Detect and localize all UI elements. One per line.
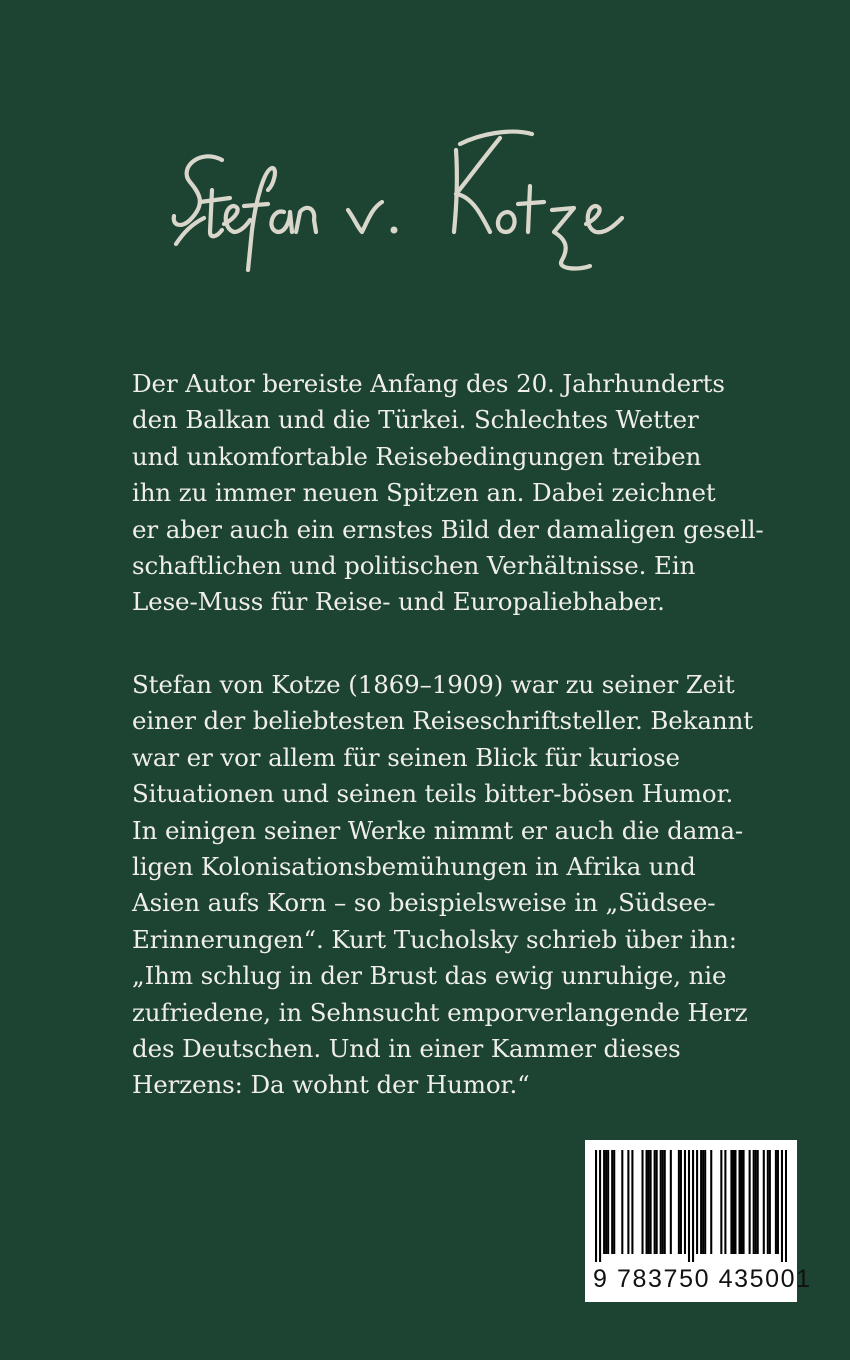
barcode-bar [730,1150,732,1254]
isbn-number: 9 783750 435001 [593,1265,812,1293]
barcode-bar [646,1150,648,1254]
barcode-bar [767,1150,769,1254]
barcode-bar [785,1150,787,1262]
description-line: Der Autor bereiste Anfang des 20. Jahrhunderts [132,369,725,398]
barcode-bar [670,1150,672,1254]
biography-line: ligen Kolonisationsbemühungen in Afrika und [132,852,696,882]
barcode-bar [738,1150,740,1254]
barcode-bar [627,1150,629,1254]
description-line: Lese-Muss für Reise- und Europaliebhaber. [132,587,665,617]
barcode-bar [753,1150,755,1254]
barcode-bar [631,1150,633,1254]
barcode-bar [607,1150,609,1254]
barcode-bar [611,1150,613,1254]
description-line: und unkomfortable Reisebedingungen treiben [132,441,702,471]
biography-line: zufriedene, in Sehnsucht emporverlangende Herz [132,997,748,1027]
barcode-bar [696,1150,698,1254]
biography-line: Herzens: Da wohnt der Humor.“ [132,1070,530,1100]
isbn-barcode [585,1140,812,1302]
biography-line: einer der beliebtesten Reiseschriftsteller. Bekannt [132,706,753,736]
barcode-bar [757,1150,759,1254]
description-line: ihn zu immer neuen Spitzen an. Dabei zeichnet [132,478,716,508]
barcode-bar [678,1150,680,1254]
barcode-bar [684,1150,686,1254]
barcode-bar [741,1150,743,1254]
biography-line: des Deutschen. Und in einer Kammer dieses [132,1034,681,1064]
barcode-bar [603,1150,605,1254]
barcode-bar [660,1150,662,1254]
barcode-bar [724,1150,726,1254]
barcode-bar [704,1150,706,1254]
barcode-bar [734,1150,736,1254]
barcode-bar [743,1150,745,1254]
barcode-bar [648,1150,650,1254]
barcode-bar [621,1150,623,1254]
barcode-bars [595,1150,787,1262]
barcode-bar [763,1150,765,1254]
barcode-bar [688,1150,690,1262]
description-line: den Balkan und die Türkei. Schlechtes Wetter [132,405,699,435]
barcode-bar [755,1150,757,1254]
barcode-bar [680,1150,682,1254]
barcode-bar [702,1150,704,1254]
barcode-bar [664,1150,666,1254]
barcode-bar [641,1150,643,1254]
barcode-bar [781,1150,783,1262]
barcode-bar [732,1150,734,1254]
barcode-bar [595,1150,597,1262]
barcode-bar [613,1150,615,1254]
barcode-bar [650,1150,652,1254]
barcode-bar [605,1150,607,1254]
barcode-bar [720,1150,722,1254]
biography-line: In einigen seiner Werke nimmt er auch die dama- [132,815,744,845]
barcode-bar [599,1150,601,1262]
barcode-bar [769,1150,771,1254]
description-line: schaftlichen und politischen Verhältnisse. Ein [132,551,696,581]
biography-line: Stefan von Kotze (1869–1909) war zu seiner Zeit [132,670,735,699]
barcode-bar [654,1150,656,1254]
biography-line: Asien aufs Korn – so beispielsweise in „Südsee- [132,888,716,918]
barcode-bar [777,1150,779,1254]
barcode-bar [749,1150,751,1254]
book-description [132,366,764,621]
biography-line: war er vor allem für seinen Blick für kuriose [132,742,680,772]
biography-line: Erinnerungen“. Kurt Tucholsky schrieb über ihn: [132,924,737,954]
barcode-bar [692,1150,694,1262]
biography-line: „Ihm schlug in der Brust das ewig unruhige, nie [132,961,727,991]
barcode-bar [710,1150,712,1254]
author-signature [160,120,640,280]
description-line: er aber auch ein ernstes Bild der damaligen gesell- [132,514,764,544]
biography-line: Situationen und seinen teils bitter-bösen Humor. [132,779,734,809]
barcode-bar [656,1150,658,1254]
barcode-bar [775,1150,777,1254]
barcode-bar [700,1150,702,1254]
author-biography [132,667,753,1104]
barcode-bar [662,1150,664,1254]
